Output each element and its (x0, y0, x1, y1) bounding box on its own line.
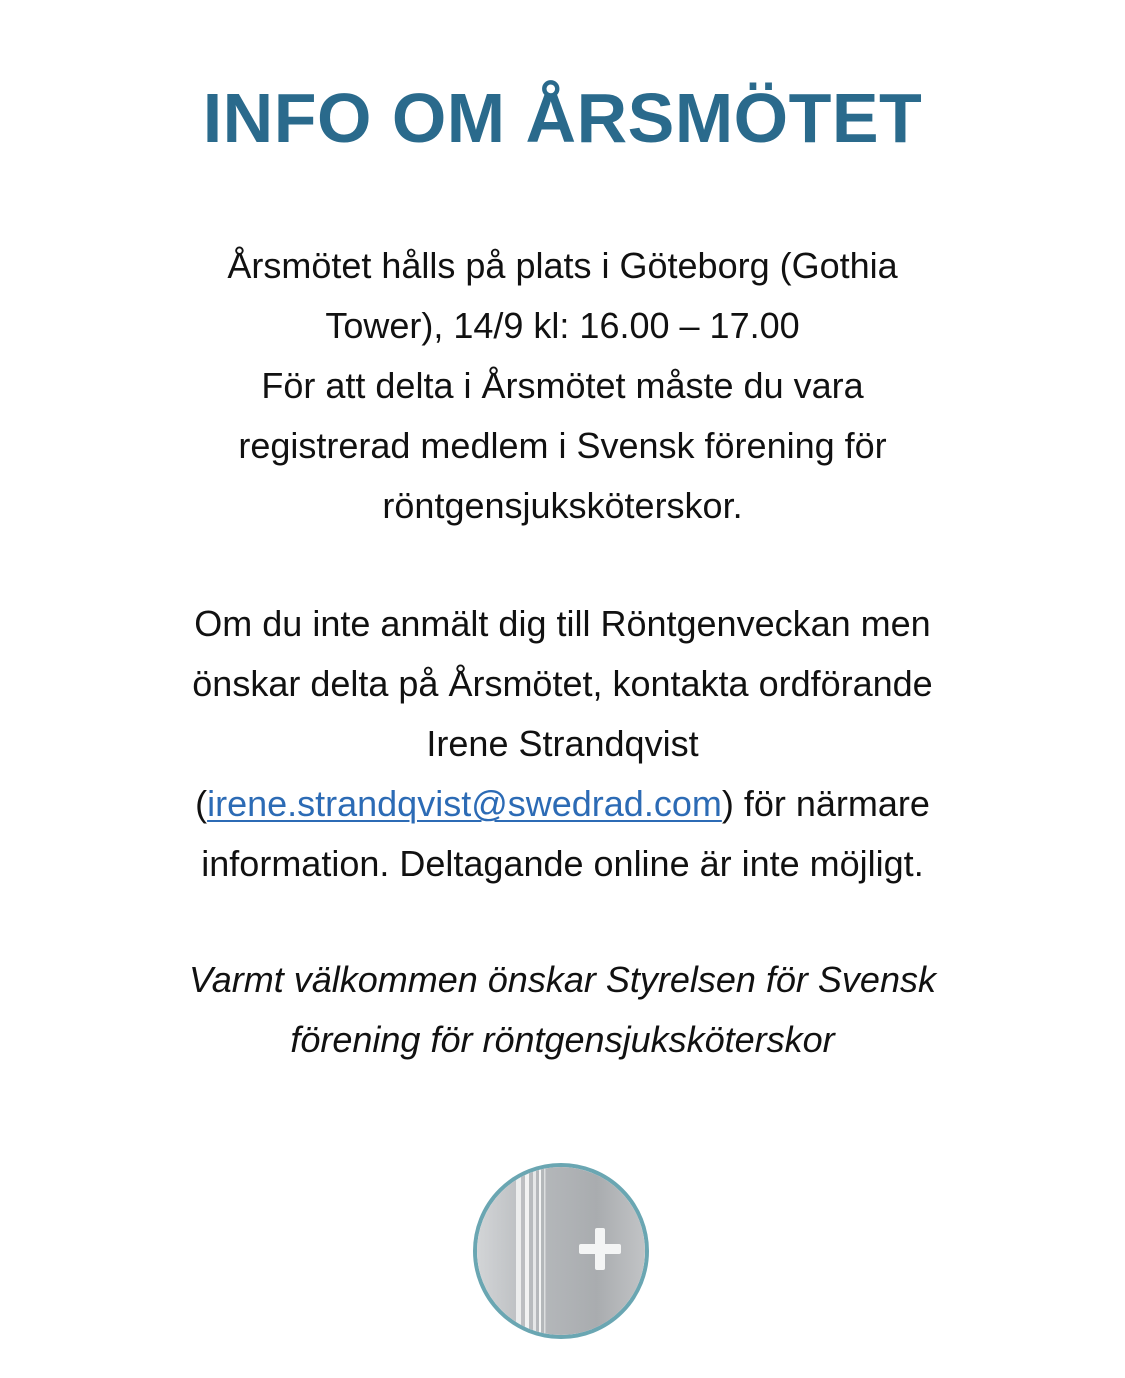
meeting-info-paragraph (100, 236, 1025, 536)
text-line (100, 774, 1025, 834)
association-logo (472, 1162, 650, 1340)
text-line: röntgensjuksköterskor. (382, 485, 743, 526)
text-line: Tower), 14/9 kl: 16.00 – 17.00 (325, 305, 800, 346)
page-title: INFO OM ÅRSMÖTET (202, 79, 923, 157)
contact-name: Irene Strandqvist (426, 723, 699, 764)
text-line: Om du inte anmält dig till Röntgenveckan men (194, 603, 931, 644)
text-fragment: ) för närmare (721, 783, 930, 824)
text-line: information. Deltagande online är inte möjligt. (201, 843, 924, 884)
email-link[interactable]: irene.strandqvist@swedrad.com (207, 783, 722, 824)
welcome-paragraph (100, 950, 1025, 1070)
contact-info-paragraph (100, 594, 1025, 894)
text-line: förening för röntgensjuksköterskor (290, 1019, 835, 1060)
text-line: Årsmötet hålls på plats i Göteborg (Gothia (227, 245, 898, 286)
text-line: önskar delta på Årsmötet, kontakta ordförande (192, 663, 933, 704)
text-line: För att delta i Årsmötet måste du vara (261, 365, 864, 406)
text-line: registrerad medlem i Svensk förening för (238, 425, 887, 466)
paren-open: ( (195, 783, 208, 824)
text-line: Varmt välkommen önskar Styrelsen för Svensk (189, 959, 936, 1000)
